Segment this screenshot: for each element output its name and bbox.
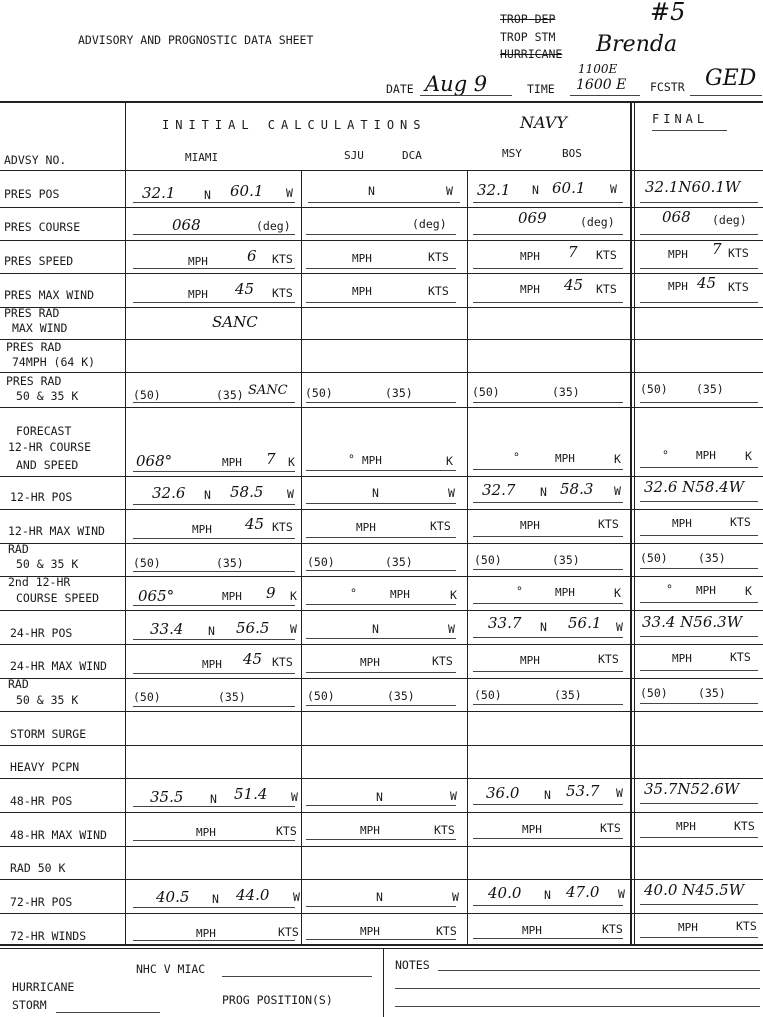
navy-pos48-lat: 36.0 xyxy=(486,784,520,802)
time-value-2: 1600 E xyxy=(576,77,627,93)
row-label-pres-speed: PRES SPEED xyxy=(4,254,74,268)
unit-n: N xyxy=(212,892,219,906)
column-dca: DCA xyxy=(402,149,422,162)
unit-degree: ° xyxy=(516,584,523,598)
unit-w: W xyxy=(293,890,300,904)
unit-n: N xyxy=(204,188,211,202)
unit-kts: KTS xyxy=(600,821,621,835)
unit-kts: KTS xyxy=(596,248,617,262)
unit-mph: MPH xyxy=(555,452,575,465)
unit-mph: MPH xyxy=(522,823,542,836)
miami-pos12-lon: 58.5 xyxy=(230,483,264,501)
row-label-pres-rad-74: PRES RAD xyxy=(6,340,62,354)
unit-mph: MPH xyxy=(222,456,242,469)
row-label-24hr-pos: 24-HR POS xyxy=(10,626,73,640)
unit-r35: (35) xyxy=(552,553,580,567)
unit-k: K xyxy=(290,589,297,603)
unit-kts: KTS xyxy=(602,922,623,936)
unit-w: W xyxy=(286,186,293,200)
final-pos72: 40.0 N45.5W xyxy=(644,881,745,899)
unit-r50: (50) xyxy=(305,386,333,400)
miami-fc12-course: 068° xyxy=(136,452,173,470)
navy-pres-wind: 45 xyxy=(564,276,584,294)
unit-mph: MPH xyxy=(192,523,212,536)
unit-mph: MPH xyxy=(352,252,372,265)
unit-kts: KTS xyxy=(730,515,751,529)
unit-w: W xyxy=(446,184,453,198)
unit-mph: MPH xyxy=(672,517,692,530)
prog-positions-label: PROG POSITION(S) xyxy=(222,993,333,1007)
unit-mph: MPH xyxy=(555,586,575,599)
miami-pos48-lat: 35.5 xyxy=(150,788,184,806)
unit-mph: MPH xyxy=(360,656,380,669)
unit-n: N xyxy=(368,184,375,198)
row-label-pres-max-wind: PRES MAX WIND xyxy=(4,288,95,302)
unit-mph: MPH xyxy=(672,652,692,665)
navy-pos72-lon: 47.0 xyxy=(566,883,600,901)
unit-kts: KTS xyxy=(272,286,293,300)
row-label-pres-course: PRES COURSE xyxy=(4,220,81,234)
row-label-course-speed: COURSE SPEED xyxy=(16,591,100,605)
unit-mph: MPH xyxy=(390,588,410,601)
unit-r50: (50) xyxy=(640,686,668,700)
unit-kts: KTS xyxy=(278,925,299,939)
unit-mph: MPH xyxy=(222,590,242,603)
unit-r50: (50) xyxy=(133,690,161,704)
unit-kts: KTS xyxy=(598,517,619,531)
unit-degree: ° xyxy=(662,448,669,462)
sheet-title: ADVISORY AND PROGNOSTIC DATA SHEET xyxy=(78,33,314,47)
row-label-48hr-pos: 48-HR POS xyxy=(10,794,73,808)
final-title: FINAL xyxy=(652,112,709,126)
unit-r35: (35) xyxy=(698,551,726,565)
unit-r35: (35) xyxy=(385,555,413,569)
unit-k: K xyxy=(614,452,621,466)
unit-deg: (deg) xyxy=(712,213,747,227)
unit-r35: (35) xyxy=(218,690,246,704)
miami-c2-speed: 9 xyxy=(266,584,276,602)
final-pos48: 35.7N52.6W xyxy=(644,780,740,798)
unit-r35: (35) xyxy=(216,388,244,402)
miami-pos24-lat: 33.4 xyxy=(150,620,184,638)
storm-type-hurricane: HURRICANE xyxy=(500,47,563,61)
miami-pres-wind: 45 xyxy=(235,280,255,298)
miami-pres-speed: 6 xyxy=(247,247,257,265)
unit-mph: MPH xyxy=(352,285,372,298)
unit-deg: (deg) xyxy=(256,219,291,233)
row-label-12hr-course: 12-HR COURSE xyxy=(8,440,92,454)
unit-kts: KTS xyxy=(432,654,453,668)
unit-n: N xyxy=(532,183,539,197)
unit-n: N xyxy=(372,486,379,500)
row-label-48hr-max-wind: 48-HR MAX WIND xyxy=(10,828,107,842)
unit-n: N xyxy=(208,624,215,638)
unit-degree: ° xyxy=(513,450,520,464)
unit-k: K xyxy=(614,586,621,600)
unit-k: K xyxy=(450,588,457,602)
unit-mph: MPH xyxy=(196,826,216,839)
unit-r50: (50) xyxy=(307,555,335,569)
row-label-72hr-pos: 72-HR POS xyxy=(10,895,73,909)
unit-degree: ° xyxy=(348,452,355,466)
unit-r50: (50) xyxy=(307,689,335,703)
unit-mph: MPH xyxy=(668,248,688,261)
unit-mph: MPH xyxy=(676,820,696,833)
unit-mph: MPH xyxy=(696,584,716,597)
unit-r50: (50) xyxy=(133,388,161,402)
unit-k: K xyxy=(446,454,453,468)
miami-pos72-lon: 44.0 xyxy=(236,886,270,904)
unit-r35: (35) xyxy=(696,382,724,396)
miami-pres-course: 068 xyxy=(172,216,201,234)
navy-pos12-lon: 58.3 xyxy=(560,480,594,498)
unit-r50: (50) xyxy=(474,688,502,702)
final-pres-wind: 45 xyxy=(697,274,717,292)
navy-pres-speed: 7 xyxy=(568,243,578,261)
unit-mph: MPH xyxy=(202,658,222,671)
unit-r35: (35) xyxy=(698,686,726,700)
unit-w: W xyxy=(448,486,455,500)
unit-kts: KTS xyxy=(276,824,297,838)
unit-deg: (deg) xyxy=(580,215,615,229)
fcstr-label: FCSTR xyxy=(650,80,685,94)
unit-kts: KTS xyxy=(272,252,293,266)
unit-mph: MPH xyxy=(696,449,716,462)
storm-number: #5 xyxy=(650,0,686,26)
final-pos24: 33.4 N56.3W xyxy=(642,613,743,631)
unit-kts: KTS xyxy=(434,823,455,837)
unit-r35: (35) xyxy=(554,688,582,702)
unit-kts: KTS xyxy=(428,284,449,298)
navy-note: NAVY xyxy=(520,113,567,132)
unit-kts: KTS xyxy=(736,919,757,933)
row-label-pres-pos: PRES POS xyxy=(4,187,60,201)
storm-type-trop-stm: TROP STM xyxy=(500,30,556,44)
unit-kts: KTS xyxy=(728,280,749,294)
row-label-74mph: 74MPH (64 K) xyxy=(12,355,96,369)
row-label-rad-24-50-35: 50 & 35 K xyxy=(16,693,79,707)
miami-pos48-lon: 51.4 xyxy=(234,785,268,803)
unit-mph: MPH xyxy=(678,921,698,934)
row-label-pres-rad: PRES RAD xyxy=(4,306,60,320)
unit-mph: MPH xyxy=(188,255,208,268)
row-label-rad-12: RAD xyxy=(8,542,29,556)
row-label-rad-12-50-35: 50 & 35 K xyxy=(16,557,79,571)
column-msy: MSY xyxy=(502,147,522,160)
final-pos12: 32.6 N58.4W xyxy=(644,478,745,496)
final-pres-speed: 7 xyxy=(712,240,722,258)
unit-r35: (35) xyxy=(552,385,580,399)
storm-name: Brenda xyxy=(596,32,678,57)
row-label-heavy-pcpn: HEAVY PCPN xyxy=(10,760,80,774)
navy-pos72-lat: 40.0 xyxy=(488,884,522,902)
miami-pos72-lat: 40.5 xyxy=(156,888,190,906)
miami-pos12-lat: 32.6 xyxy=(152,484,186,502)
unit-kts: KTS xyxy=(730,650,751,664)
unit-w: W xyxy=(614,484,621,498)
unit-r35: (35) xyxy=(387,689,415,703)
miami-wind24: 45 xyxy=(243,650,263,668)
unit-n: N xyxy=(210,792,217,806)
initial-calculations-title: INITIAL CALCULATIONS xyxy=(162,118,427,132)
storm-type-trop-dep: TROP DEP xyxy=(500,12,556,26)
miami-pres-lon: 60.1 xyxy=(230,182,264,200)
unit-mph: MPH xyxy=(668,280,688,293)
unit-mph: MPH xyxy=(188,288,208,301)
row-label-max-wind: MAX WIND xyxy=(12,321,68,335)
date-value: Aug 9 xyxy=(425,72,488,96)
unit-r50: (50) xyxy=(133,556,161,570)
navy-pres-lat: 32.1 xyxy=(477,181,511,199)
unit-n: N xyxy=(544,888,551,902)
unit-k: K xyxy=(288,455,295,469)
unit-mph: MPH xyxy=(520,519,540,532)
row-label-pres-rad-50: PRES RAD xyxy=(6,374,62,388)
unit-degree: ° xyxy=(666,582,673,596)
navy-pres-lon: 60.1 xyxy=(552,179,586,197)
unit-r35: (35) xyxy=(385,386,413,400)
fcstr-value: GED xyxy=(705,66,757,91)
unit-kts: KTS xyxy=(728,246,749,260)
unit-k: K xyxy=(745,449,752,463)
row-label-and-speed: AND SPEED xyxy=(16,458,79,472)
unit-w: W xyxy=(616,620,623,634)
hurricane-label: HURRICANE xyxy=(12,980,75,994)
unit-w: W xyxy=(450,789,457,803)
unit-w: W xyxy=(616,786,623,800)
row-label-rad-24: RAD xyxy=(8,677,29,691)
miami-c2-course: 065° xyxy=(138,587,175,605)
unit-mph: MPH xyxy=(522,924,542,937)
time-value-1: 1100E xyxy=(578,62,618,76)
row-label-50-35k: 50 & 35 K xyxy=(16,389,79,403)
unit-n: N xyxy=(376,890,383,904)
unit-kts: KTS xyxy=(598,652,619,666)
unit-n: N xyxy=(540,485,547,499)
unit-deg: (deg) xyxy=(412,217,447,231)
unit-n: N xyxy=(204,488,211,502)
miami-rad-max-wind: SANC xyxy=(212,313,258,331)
unit-r50: (50) xyxy=(474,553,502,567)
unit-n: N xyxy=(544,788,551,802)
unit-mph: MPH xyxy=(360,824,380,837)
notes-label: NOTES xyxy=(395,958,430,972)
miami-wind12: 45 xyxy=(245,515,265,533)
unit-k: K xyxy=(745,584,752,598)
row-label-12hr-max-wind: 12-HR MAX WIND xyxy=(8,524,105,538)
navy-pos24-lon: 56.1 xyxy=(568,614,602,632)
miami-pres-lat: 32.1 xyxy=(142,184,176,202)
time-label: TIME xyxy=(527,82,555,96)
unit-mph: MPH xyxy=(356,521,376,534)
unit-mph: MPH xyxy=(520,654,540,667)
unit-kts: KTS xyxy=(428,250,449,264)
navy-pos48-lon: 53.7 xyxy=(566,782,600,800)
navy-pres-course: 069 xyxy=(518,209,547,227)
unit-degree: ° xyxy=(350,586,357,600)
row-label-2nd-12hr: 2nd 12-HR xyxy=(8,575,71,589)
unit-kts: KTS xyxy=(430,519,451,533)
unit-r35: (35) xyxy=(216,556,244,570)
unit-w: W xyxy=(290,622,297,636)
unit-mph: MPH xyxy=(362,454,382,467)
column-sju: SJU xyxy=(344,149,364,162)
miami-rad-50-35: SANC xyxy=(248,383,288,398)
unit-kts: KTS xyxy=(272,655,293,669)
unit-w: W xyxy=(291,790,298,804)
unit-n: N xyxy=(540,620,547,634)
advisory-number-label: ADVSY NO. xyxy=(4,153,67,167)
miami-pos24-lon: 56.5 xyxy=(236,619,270,637)
unit-w: W xyxy=(287,487,294,501)
date-label: DATE xyxy=(386,82,414,96)
column-miami: MIAMI xyxy=(185,151,219,164)
row-label-rad-50k: RAD 50 K xyxy=(10,861,66,875)
unit-w: W xyxy=(452,890,459,904)
final-pres-course: 068 xyxy=(662,208,691,226)
final-pres-pos: 32.1N60.1W xyxy=(645,178,741,196)
unit-r50: (50) xyxy=(472,385,500,399)
unit-n: N xyxy=(372,622,379,636)
navy-pos24-lat: 33.7 xyxy=(488,614,522,632)
unit-w: W xyxy=(610,182,617,196)
unit-mph: MPH xyxy=(196,927,216,940)
unit-w: W xyxy=(618,887,625,901)
nhc-v-miac-label: NHC V MIAC xyxy=(136,962,206,976)
storm-label: STORM xyxy=(12,998,47,1012)
unit-kts: KTS xyxy=(596,282,617,296)
navy-pos12-lat: 32.7 xyxy=(482,481,516,499)
column-bos: BOS xyxy=(562,147,582,160)
miami-fc12-speed: 7 xyxy=(266,450,276,468)
unit-kts: KTS xyxy=(734,819,755,833)
unit-kts: KTS xyxy=(436,924,457,938)
unit-w: W xyxy=(448,622,455,636)
unit-n: N xyxy=(376,790,383,804)
unit-r50: (50) xyxy=(640,382,668,396)
row-label-24hr-max-wind: 24-HR MAX WIND xyxy=(10,659,107,673)
unit-r50: (50) xyxy=(640,551,668,565)
unit-mph: MPH xyxy=(520,283,540,296)
unit-mph: MPH xyxy=(520,250,540,263)
row-label-72hr-winds: 72-HR WINDS xyxy=(10,929,87,943)
row-label-forecast: FORECAST xyxy=(16,424,72,438)
row-label-storm-surge: STORM SURGE xyxy=(10,727,87,741)
unit-mph: MPH xyxy=(360,925,380,938)
row-label-12hr-pos: 12-HR POS xyxy=(10,490,73,504)
unit-kts: KTS xyxy=(272,520,293,534)
